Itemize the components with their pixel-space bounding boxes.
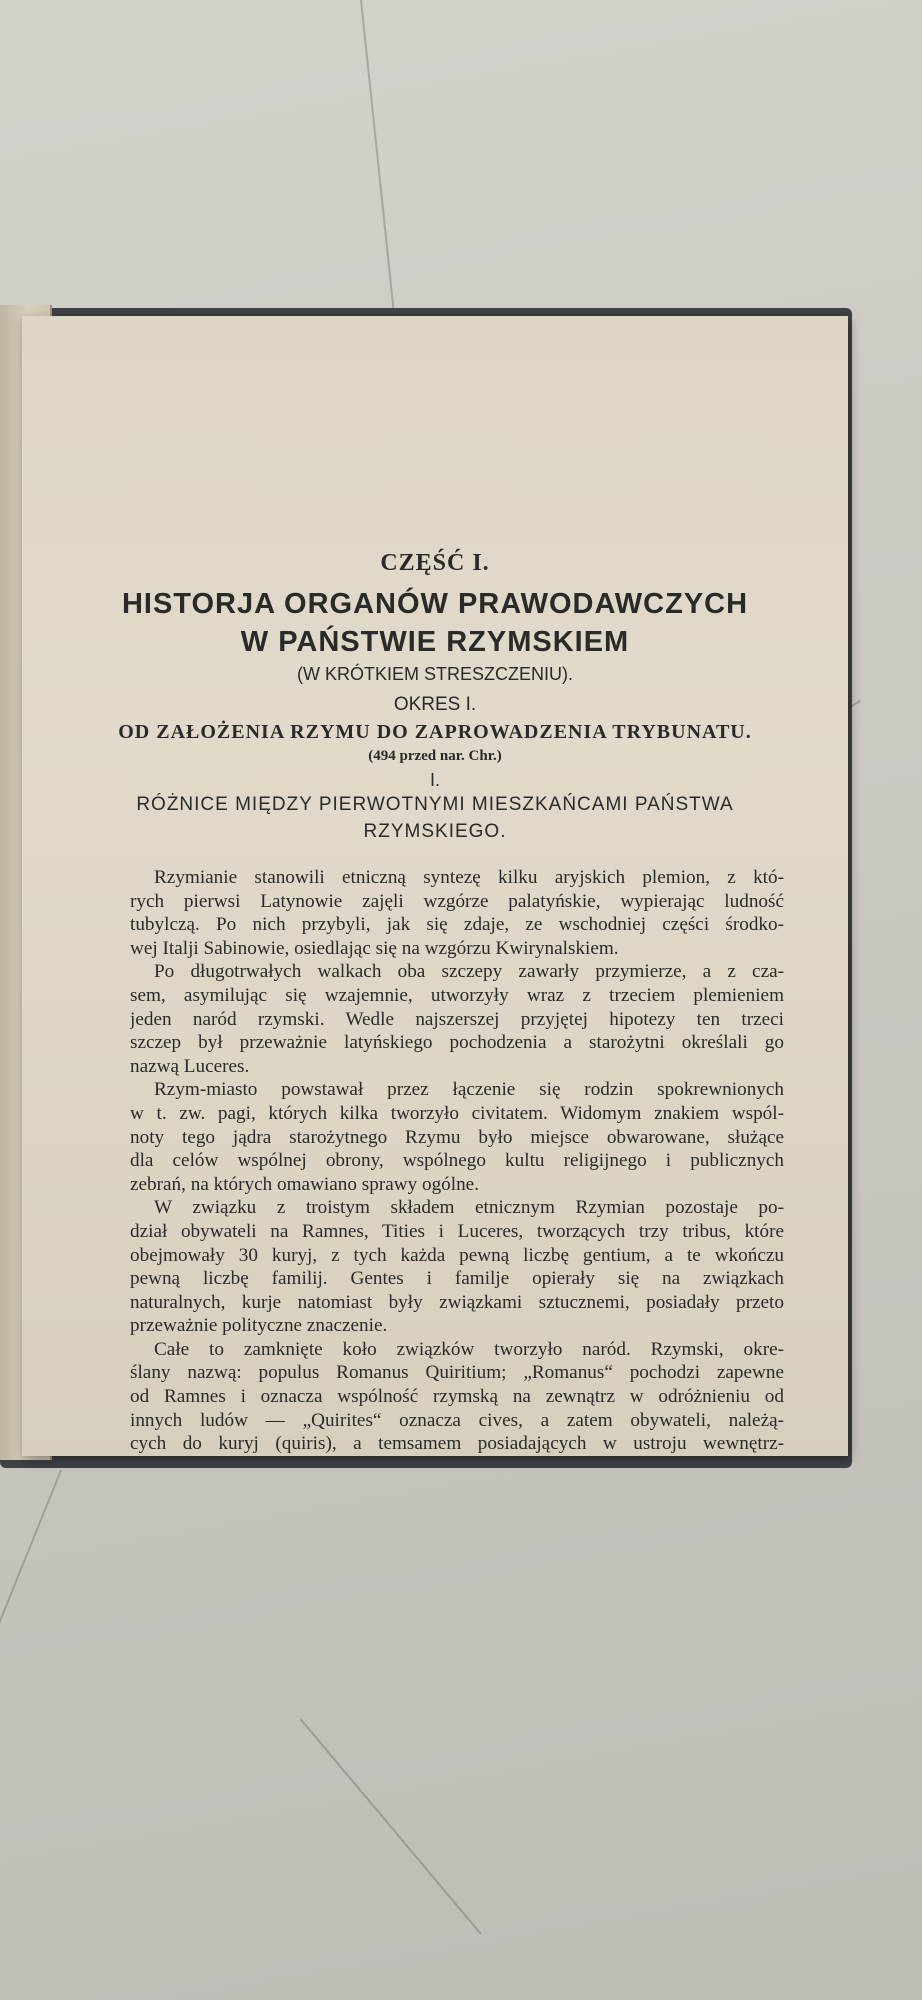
text-line: od Ramnes i oznacza wspólność rzymską na zewnątrz w odróżnieniu od [130, 1386, 784, 1408]
text-line: jeden naród rzymski. Wedle najszerszej przyjętej hipotezy ten trzeci [130, 1008, 784, 1030]
book-page [22, 316, 848, 1456]
text-line: dla celów wspólnej obrony, wspólnego kultu religijnego i publicznych [130, 1150, 784, 1172]
text-line: przeważnie polityczne znaczenie. [130, 1315, 388, 1337]
text-line: tubylczą. Po nich przybyli, jak się zdaje, ze wschodniej części środko- [130, 914, 784, 936]
text-line: naturalnych, kurje natomiast były związkami sztucznemi, posiadały przeto [130, 1291, 784, 1313]
text-line: pewną liczbę familij. Gentes i familje opierały się na związkach [130, 1268, 784, 1290]
text-line: ślany nazwą: populus Romanus Quiritium; „Romanus“ pochodzi zapewne [130, 1362, 784, 1384]
text-line: sem, asymilując się wzajemnie, utworzyły wraz z trzeciem plemieniem [130, 984, 784, 1006]
floor-crack [300, 1719, 482, 1935]
text-line: Rzymianie stanowili etniczną syntezę kilku aryjskich plemion, z któ- [154, 867, 784, 888]
text-line: w t. zw. pagi, których kilka tworzyło civitatem. Widomym znakiem wspól- [130, 1102, 784, 1124]
body-text [130, 866, 784, 1456]
title-line-1: HISTORJA ORGANÓW PRAWODAWCZYCH [121, 588, 749, 620]
subtitle: (W KRÓTKIEM STRESZCZENIU). [297, 664, 573, 684]
period-date: (494 przed nar. Chr.) [368, 748, 502, 764]
text-line: noty tego jądra starożytnego Rzymu było miejsce obwarowane, służące [130, 1126, 784, 1148]
text-line: innych ludów — „Quirites“ oznacza cives, a zatem obywateli, należą- [130, 1409, 784, 1431]
section-title-line-1: RÓŻNICE MIĘDZY PIERWOTNYMI MIESZKAŃCAMI PAŃSTWA [136, 794, 734, 815]
text-line: W związku z troistym składem etnicznym Rzymian pozostaje po- [154, 1197, 784, 1219]
text-line: Rzym-miasto powstawał przez łączenie się rodzin spokrewnionych [154, 1079, 784, 1101]
text-line: dział obywateli na Ramnes, Tities i Luceres, tworzących trzy tribus, które [130, 1220, 784, 1242]
text-line: szczep był przeważnie latyńskiego pochodzenia a starożytni określali go [130, 1032, 784, 1054]
section-number: I. [429, 770, 440, 790]
text-line: cych do kuryj (quiris), a temsamem posiadających w ustroju wewnętrz- [130, 1433, 784, 1455]
part-heading: CZĘŚĆ I. [380, 550, 490, 576]
text-line: wej Italji Sabinowie, osiedlając się na wzgórzu Kwirynalskiem. [130, 937, 619, 959]
period-label: OKRES I. [393, 694, 477, 715]
text-line: Całe to zamknięte koło związków tworzyło naród. Rzymski, okre- [154, 1338, 784, 1360]
text-line: Po długotrwałych walkach oba szczepy zawarły przymierze, a z cza- [154, 961, 784, 983]
text-line: zebrań, na których omawiano sprawy ogólne. [130, 1173, 479, 1195]
title-line-2: W PAŃSTWIE RZYMSKIEM [240, 626, 630, 658]
floor-crack [360, 0, 396, 328]
text-line: obejmowały 30 kuryj, z tych każda pewną liczbę gentium, a te wkończu [130, 1244, 784, 1266]
floor-crack [0, 1470, 62, 1860]
period-title: OD ZAŁOŻENIA RZYMU DO ZAPROWADZENIA TRYBUNATU. [118, 721, 752, 743]
text-line: nazwą Luceres. [130, 1055, 250, 1077]
text-line: rych pierwsi Latynowie zajęli wzgórze palatyńskie, wypierając ludność [130, 890, 784, 912]
section-title-line-2: RZYMSKIEGO. [363, 821, 507, 842]
